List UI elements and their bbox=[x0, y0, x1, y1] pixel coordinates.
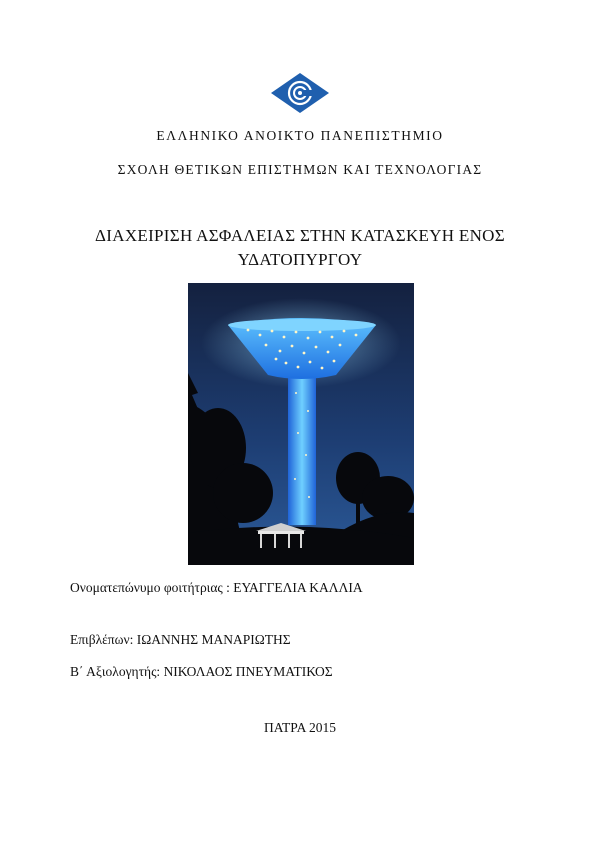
supervisor-name: ΙΩΑΝΝΗΣ ΜΑΝΑΡΙΩΤΗΣ bbox=[136, 632, 291, 647]
evaluator-label: Β΄ Αξιολογητής: bbox=[70, 664, 164, 679]
thesis-title-line-1: ΔΙΑΧΕΙΡΙΣΗ ΑΣΦΑΛΕΙΑΣ ΣΤΗΝ ΚΑΤΑΣΚΕΥΗ ΕΝΟΣ bbox=[95, 226, 505, 245]
university-name: ΕΛΛΗΝΙΚΟ ΑΝΟΙΚΤΟ ΠΑΝΕΠΙΣΤΗΜΙΟ bbox=[156, 128, 444, 143]
supervisor-line bbox=[70, 632, 291, 648]
place-year: ΠΑΤΡΑ 2015 bbox=[264, 720, 336, 735]
thesis-title-line-2: ΥΔΑΤΟΠΥΡΓΟΥ bbox=[237, 250, 363, 269]
water-tower-photo bbox=[188, 283, 414, 565]
student-name: ΕΥΑΓΓΕΛΙΑ ΚΑΛΛΙΑ bbox=[233, 580, 363, 595]
supervisor-label: Επιβλέπων: bbox=[70, 632, 137, 647]
student-label: Ονοματεπώνυμο φοιτήτριας : bbox=[70, 580, 234, 595]
school-name: ΣΧΟΛΗ ΘΕΤΙΚΩΝ ΕΠΙΣΤΗΜΩΝ ΚΑΙ ΤΕΧΝΟΛΟΓΙΑΣ bbox=[117, 162, 483, 177]
student-line bbox=[70, 580, 363, 596]
evaluator-line bbox=[70, 664, 333, 680]
university-logo-icon bbox=[270, 72, 330, 114]
evaluator-name: ΝΙΚΟΛΑΟΣ ΠΝΕΥΜΑΤΙΚΟΣ bbox=[163, 664, 333, 679]
